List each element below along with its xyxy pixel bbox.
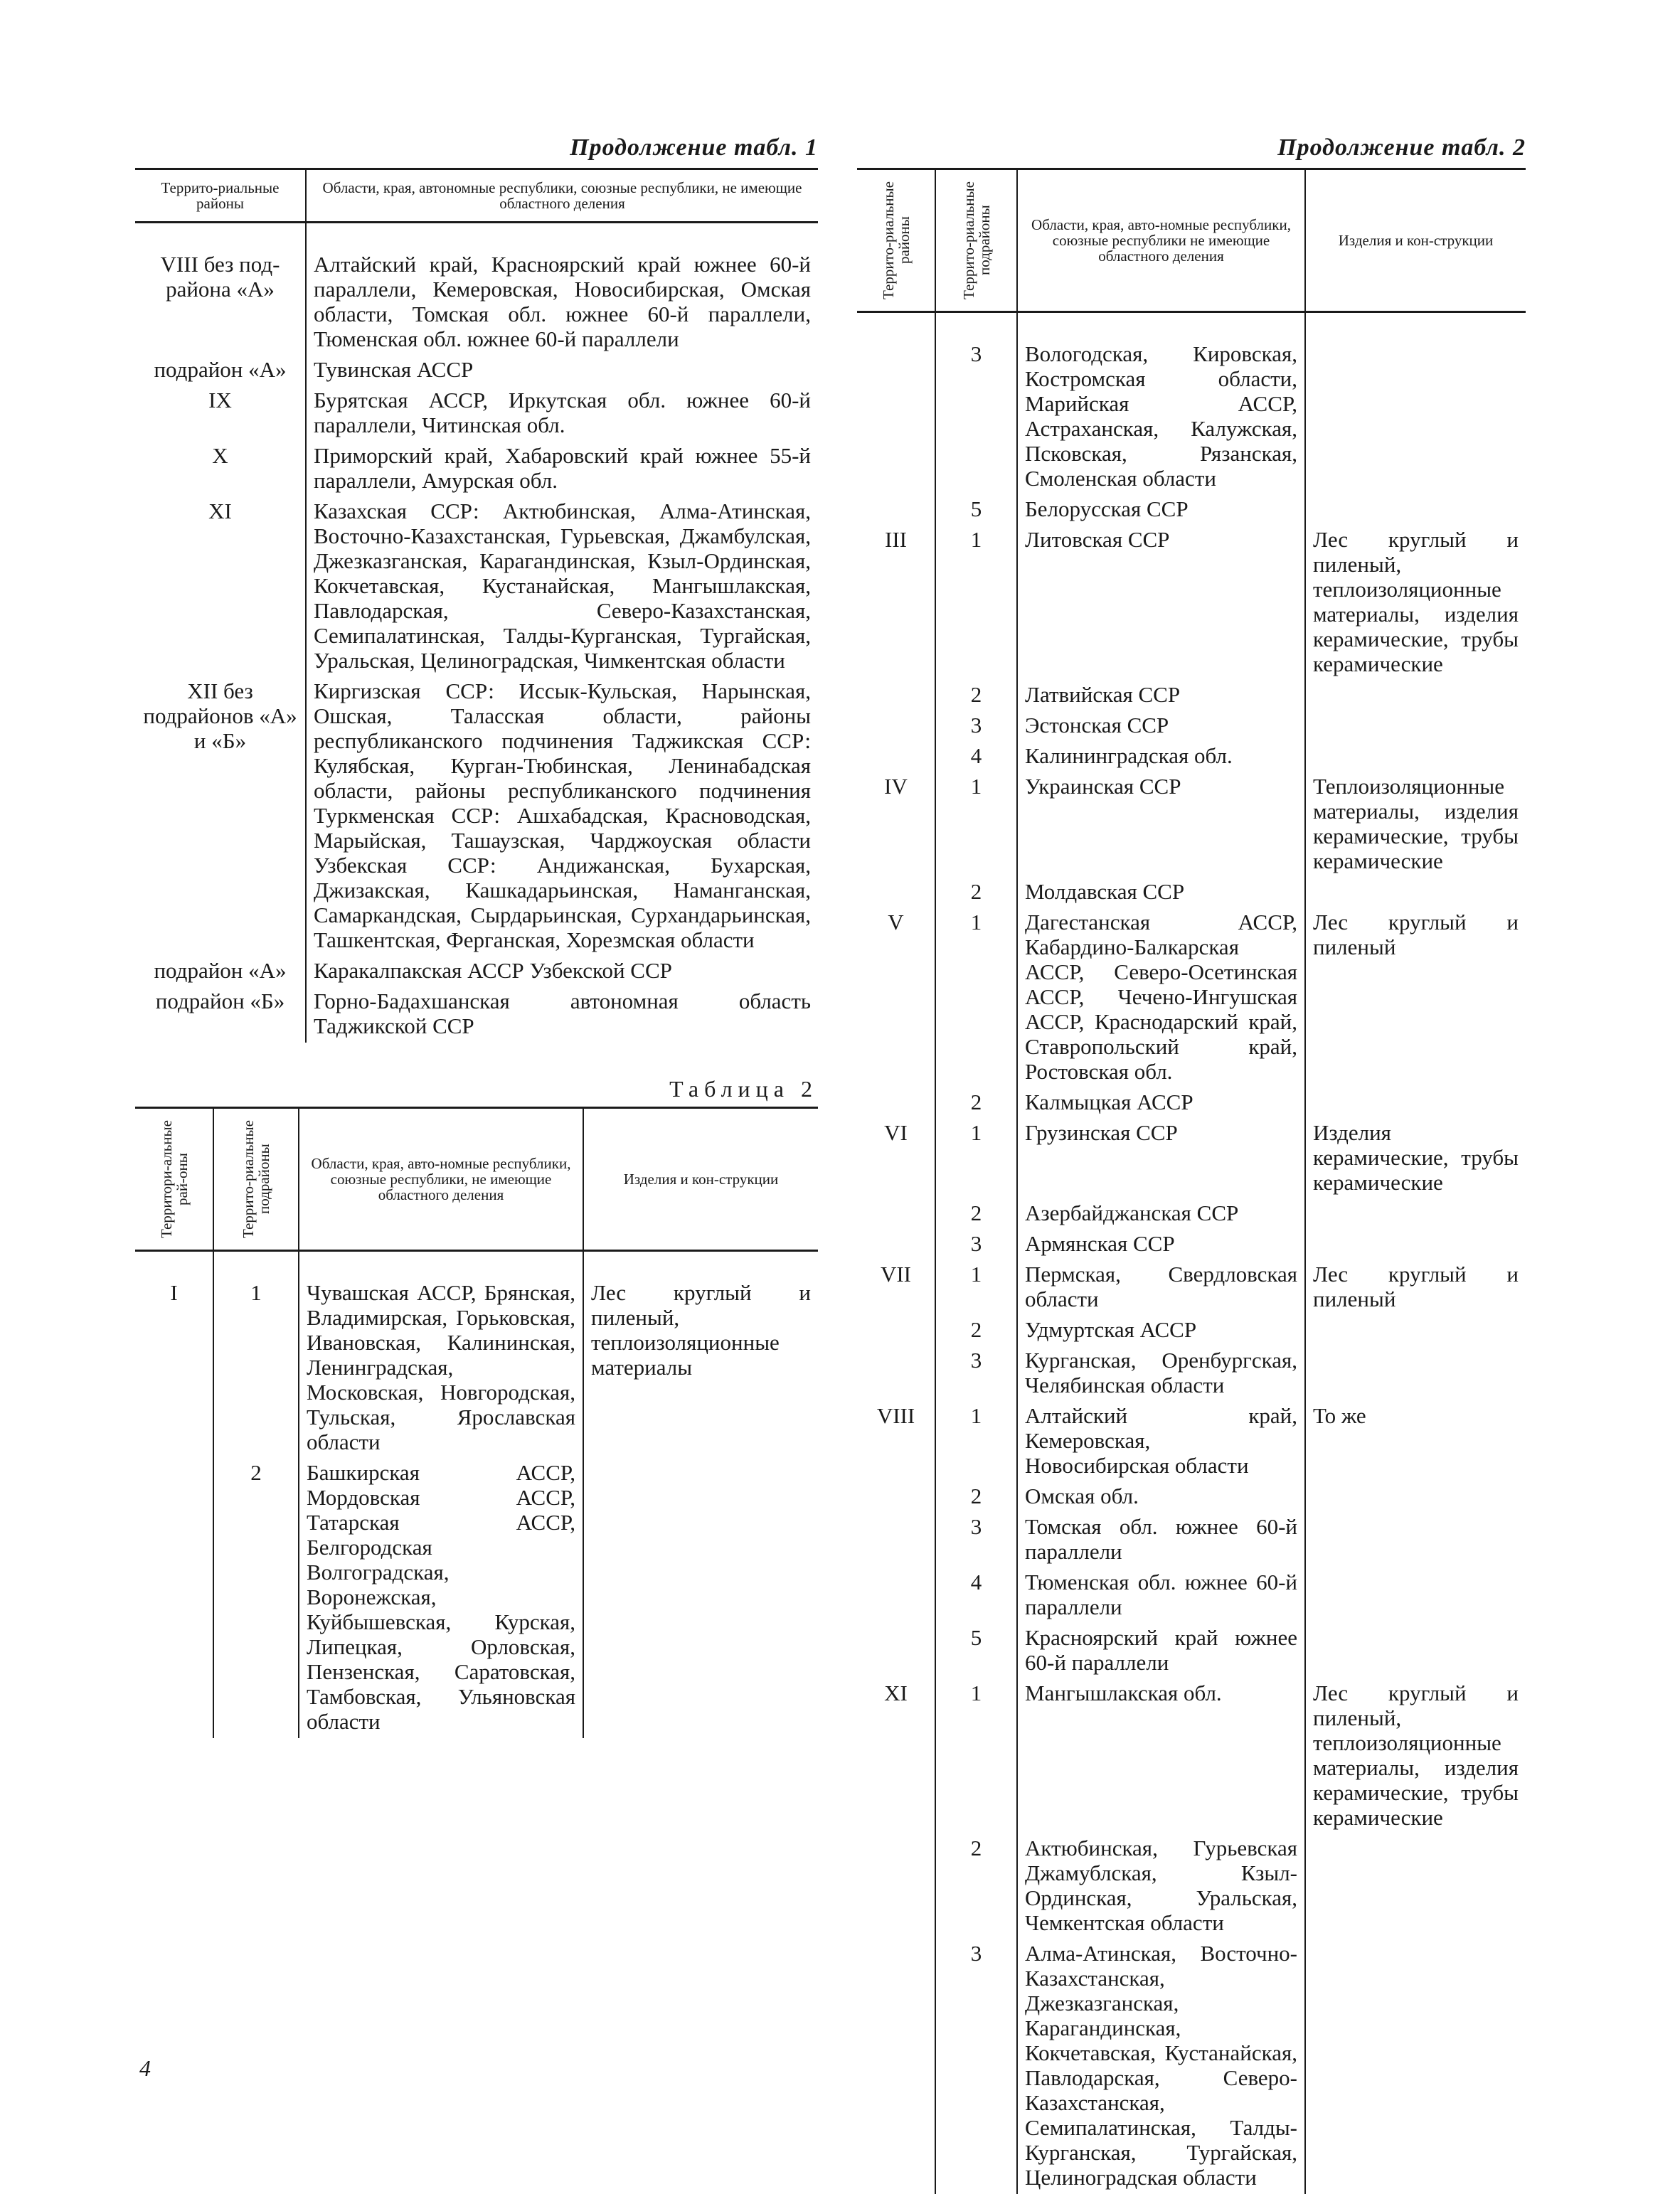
district-cell: [857, 876, 935, 907]
left-page-column: [135, 128, 818, 1738]
table-row: [135, 354, 818, 385]
regions-cell: Тюменская обл. южнее 60-й параллели: [1017, 1567, 1305, 1622]
products-cell: [1305, 710, 1526, 740]
products-cell: [1305, 1481, 1526, 1511]
subdistrict-cell: 1: [935, 1400, 1017, 1481]
regions-cell: Латвийская ССР: [1017, 679, 1305, 710]
table-row: [857, 1833, 1526, 1938]
district-cell: XI: [135, 496, 306, 676]
products-cell: Изделия керамические, трубы керамические: [1305, 1117, 1526, 1198]
district-cell: [857, 1833, 935, 1938]
district-cell: [857, 1567, 935, 1622]
table-row: [857, 1117, 1526, 1198]
subdistrict-cell: 3: [935, 710, 1017, 740]
table-row: [135, 986, 818, 1043]
regions-cell: Белорусская ССР: [1017, 494, 1305, 524]
district-cell: [857, 1511, 935, 1567]
products-cell: [1305, 1314, 1526, 1345]
regions-cell: Грузинская ССР: [1017, 1117, 1305, 1198]
products-cell: Лес круглый и пиленый, теплоизоляционные материалы, изделия керамические, трубы керамические: [1305, 524, 1526, 679]
products-cell: Теплоизоляционные материалы, изделия керамические, трубы керамические: [1305, 771, 1526, 876]
products-cell: [1305, 876, 1526, 907]
regions-cell: Алтайский край, Кемеровская, Новосибирская области: [1017, 1400, 1305, 1481]
table-row: [135, 1457, 818, 1738]
subdistrict-cell: 1: [935, 1678, 1017, 1833]
subdistrict-cell: 3: [935, 1511, 1017, 1567]
products-cell: [1305, 679, 1526, 710]
table-row: [857, 1622, 1526, 1678]
left-continuation-caption: Продолжение табл. 1: [135, 128, 818, 168]
regions-cell: Удмуртская АССР: [1017, 1314, 1305, 1345]
table-2-header-row: [135, 1108, 818, 1251]
subdistrict-cell: 2: [935, 1198, 1017, 1228]
products-cell: [1305, 1087, 1526, 1117]
subdistrict-cell: 5: [935, 494, 1017, 524]
district-cell: VII: [857, 1259, 935, 1314]
table-row: [135, 440, 818, 496]
table-row: [857, 494, 1526, 524]
district-cell: подрайон «А»: [135, 955, 306, 986]
district-cell: IX: [135, 385, 306, 440]
products-cell: [1305, 1622, 1526, 1678]
district-cell: подрайон «Б»: [135, 986, 306, 1043]
district-cell: [135, 1457, 213, 1738]
table-2-title: Таблица 2: [135, 1071, 818, 1107]
products-cell: Лес круглый и пиленый: [1305, 907, 1526, 1087]
regions-cell: Башкирская АССР, Мордовская АССР, Татарская АССР, Белгородская Волгоградская, Воронежская, Куйбышевская, Курская, Липецкая, Орловская, Пензенская, Саратовская, Тамбовская, Ульяновская области: [299, 1457, 583, 1738]
regions-cell: Киргизская ССР: Иссык-Кульская, Нарынская, Ошская, Таласская области, районы республиканского подчинения Таджикская ССР: Кулябская, Курган-Тюбинская, Ленинабадская области, районы республиканского подчинения Туркменская ССР: Ашхабадская, Красноводская, Марыйская, Ташаузская, Чарджоуская области Узбекская ССР: Андижанская, Бухарская, Джизакская, Кашкадарьинская, Наманганская, Самаркандская, Сырдарьинская, Сурхандарьинская, Ташкентская, Ферганская, Хорезмская области: [306, 676, 818, 955]
regions-cell: Тувинская АССР: [306, 354, 818, 385]
regions-cell: Украинская ССР: [1017, 771, 1305, 876]
header-products: Изделия и кон-струкции: [1305, 169, 1526, 312]
district-cell: XII без подрайонов «А» и «Б»: [135, 676, 306, 955]
subdistrict-cell: 1: [935, 907, 1017, 1087]
district-cell: [857, 494, 935, 524]
table-row: [857, 1481, 1526, 1511]
regions-cell: Армянская ССР: [1017, 1228, 1305, 1259]
subdistrict-cell: 1: [935, 1259, 1017, 1314]
right-page-column: [857, 128, 1526, 2194]
district-cell: [857, 1481, 935, 1511]
regions-cell: Мангышлакская обл.: [1017, 1678, 1305, 1833]
table-2: [135, 1107, 818, 1738]
district-cell: [857, 312, 935, 494]
table-row: [857, 1511, 1526, 1567]
regions-cell: Литовская ССР: [1017, 524, 1305, 679]
header-territorial-subdistricts: Террито-риальные подрайоны: [213, 1108, 299, 1251]
regions-cell: Чувашская АССР, Брянская, Владимирская, Горьковская, Ивановская, Калининская, Ленинградская, Московская, Новгородская, Тульская, Ярославская области: [299, 1251, 583, 1458]
subdistrict-cell: 1: [935, 1117, 1017, 1198]
header-territorial-subdistricts: Террито-риальные подрайоны: [935, 169, 1017, 312]
district-cell: VIII без под-района «А»: [135, 223, 306, 355]
products-cell: [1305, 740, 1526, 771]
table-row: [135, 385, 818, 440]
products-cell: Лес круглый и пиленый, теплоизоляционные материалы: [583, 1251, 818, 1458]
district-cell: [857, 1087, 935, 1117]
table-row: [857, 1400, 1526, 1481]
regions-cell: Калининградская обл.: [1017, 740, 1305, 771]
regions-cell: Дагестанская АССР, Кабардино-Балкарская АССР, Северо-Осетинская АССР, Чечено-Ингушская АССР, Краснодарский край, Ставропольский край, Ростовская обл.: [1017, 907, 1305, 1087]
regions-cell: Томская обл. южнее 60-й параллели: [1017, 1511, 1305, 1567]
products-cell: [1305, 1833, 1526, 1938]
subdistrict-cell: 2: [935, 1087, 1017, 1117]
products-cell: [1305, 312, 1526, 494]
regions-cell: Вологодская, Кировская, Костромская области, Марийская АССР, Астраханская, Калужская, Псковская, Рязанская, Смоленская области: [1017, 312, 1305, 494]
subdistrict-cell: 2: [935, 1481, 1017, 1511]
district-cell: [857, 1198, 935, 1228]
table-row: [857, 907, 1526, 1087]
regions-cell: Каракалпакская АССР Узбекской ССР: [306, 955, 818, 986]
table-row: [857, 524, 1526, 679]
subdistrict-cell: 3: [935, 1228, 1017, 1259]
subdistrict-cell: 2: [213, 1457, 299, 1738]
table-row: [857, 1678, 1526, 1833]
table-row: [857, 1198, 1526, 1228]
products-cell: [1305, 1228, 1526, 1259]
table-row: [857, 1259, 1526, 1314]
district-cell: VI: [857, 1117, 935, 1198]
products-cell: [1305, 494, 1526, 524]
subdistrict-cell: 4: [935, 740, 1017, 771]
regions-cell: Молдавская ССР: [1017, 876, 1305, 907]
header-products: Изделия и кон-струкции: [583, 1108, 818, 1251]
subdistrict-cell: 2: [935, 876, 1017, 907]
right-continuation-caption: Продолжение табл. 2: [857, 128, 1526, 168]
regions-cell: Алма-Атинская, Восточно-Казахстанская, Джезказганская, Карагандинская, Кокчетавская, Кустанайская, Павлодарская, Северо-Казахстанская, Семипалатинская, Талды-Курганская, Тургайская, Целиноградская области: [1017, 1938, 1305, 2194]
table-row: [857, 1087, 1526, 1117]
district-cell: VIII: [857, 1400, 935, 1481]
regions-cell: Алтайский край, Красноярский край южнее 60-й параллели, Кемеровская, Новосибирская, Омская области, Томская обл. южнее 60-й параллели, Тюменская обл. южнее 60-й параллели: [306, 223, 818, 355]
district-cell: [857, 1938, 935, 2194]
subdistrict-cell: 4: [935, 1567, 1017, 1622]
table-2-continuation-body: [857, 312, 1526, 2194]
table-row: [857, 740, 1526, 771]
products-cell: [1305, 1198, 1526, 1228]
district-cell: V: [857, 907, 935, 1087]
header-territorial-districts: Территори-альные рай-оны: [135, 1108, 213, 1251]
table-row: [135, 223, 818, 355]
district-cell: I: [135, 1251, 213, 1458]
regions-cell: Актюбинская, Гурьевская Джамублская, Кзыл-Ординская, Уральская, Чемкентская области: [1017, 1833, 1305, 1938]
subdistrict-cell: 5: [935, 1622, 1017, 1678]
district-cell: [857, 740, 935, 771]
header-regions: Области, края, авто-номные республики, союзные республики не имеющие областного деления: [1017, 169, 1305, 312]
subdistrict-cell: 2: [935, 1833, 1017, 1938]
district-cell: [857, 710, 935, 740]
table-row: [857, 1228, 1526, 1259]
district-cell: III: [857, 524, 935, 679]
products-cell: [1305, 1511, 1526, 1567]
regions-cell: Эстонская ССР: [1017, 710, 1305, 740]
regions-cell: Бурятская АССР, Иркутская обл. южнее 60-й параллели, Читинская обл.: [306, 385, 818, 440]
table-2-continuation: [857, 168, 1526, 2194]
regions-cell: Красноярский край южнее 60-й параллели: [1017, 1622, 1305, 1678]
table-1-continuation: [135, 168, 818, 1043]
subdistrict-cell: 1: [935, 524, 1017, 679]
regions-cell: Калмыцкая АССР: [1017, 1087, 1305, 1117]
products-cell: [583, 1457, 818, 1738]
products-cell: То же: [1305, 1400, 1526, 1481]
products-cell: Лес круглый и пиленый, теплоизоляционные материалы, изделия керамические, трубы керамические: [1305, 1678, 1526, 1833]
subdistrict-cell: 1: [213, 1251, 299, 1458]
regions-cell: Казахская ССР: Актюбинская, Алма-Атинская, Восточно-Казахстанская, Гурьевская, Джамбулская, Джезказганская, Карагандинская, Кзыл-Ординская, Кокчетавская, Кустанайская, Мангышлакская, Павлодарская, Северо-Казахстанская, Семипалатинская, Талды-Курганская, Тургайская, Уральская, Целиноградская, Чимкентская области: [306, 496, 818, 676]
table-row: [857, 710, 1526, 740]
table-1-header-row: [135, 169, 818, 223]
table-row: [135, 955, 818, 986]
header-regions: Области, края, автономные республики, союзные республики, не имеющие областного деления: [306, 169, 818, 223]
header-regions: Области, края, авто-номные республики, союзные республики, не имеющие областного деления: [299, 1108, 583, 1251]
regions-cell: Горно-Бадахшанская автономная область Таджикской ССР: [306, 986, 818, 1043]
table-row: [857, 771, 1526, 876]
district-cell: XI: [857, 1678, 935, 1833]
subdistrict-cell: 2: [935, 1314, 1017, 1345]
table-row: [857, 1938, 1526, 2194]
regions-cell: Азербайджанская ССР: [1017, 1198, 1305, 1228]
products-cell: [1305, 1345, 1526, 1400]
table-row: [857, 679, 1526, 710]
header-territorial-districts: Террито-риальные районы: [857, 169, 935, 312]
products-cell: [1305, 1938, 1526, 2194]
district-cell: [857, 1345, 935, 1400]
page-number: 4: [139, 2055, 151, 2082]
district-cell: X: [135, 440, 306, 496]
subdistrict-cell: 1: [935, 771, 1017, 876]
table-row: [857, 1345, 1526, 1400]
subdistrict-cell: 3: [935, 1938, 1017, 2194]
subdistrict-cell: 3: [935, 312, 1017, 494]
subdistrict-cell: 2: [935, 679, 1017, 710]
products-cell: [1305, 1567, 1526, 1622]
table-row: [857, 1567, 1526, 1622]
subdistrict-cell: 3: [935, 1345, 1017, 1400]
district-cell: [857, 1314, 935, 1345]
table-2-continuation-header-row: [857, 169, 1526, 312]
regions-cell: Курганская, Оренбургская, Челябинская области: [1017, 1345, 1305, 1400]
table-row: [135, 496, 818, 676]
district-cell: [857, 679, 935, 710]
table-row: [857, 312, 1526, 494]
table-row: [857, 1314, 1526, 1345]
district-cell: [857, 1228, 935, 1259]
header-territorial-districts: Террито-риальные районы: [135, 169, 306, 223]
table-row: [135, 1251, 818, 1458]
district-cell: IV: [857, 771, 935, 876]
products-cell: Лес круглый и пиленый: [1305, 1259, 1526, 1314]
district-cell: [857, 1622, 935, 1678]
regions-cell: Приморский край, Хабаровский край южнее 55-й параллели, Амурская обл.: [306, 440, 818, 496]
regions-cell: Омская обл.: [1017, 1481, 1305, 1511]
regions-cell: Пермская, Свердловская области: [1017, 1259, 1305, 1314]
district-cell: подрайон «А»: [135, 354, 306, 385]
table-row: [857, 876, 1526, 907]
table-row: [135, 676, 818, 955]
